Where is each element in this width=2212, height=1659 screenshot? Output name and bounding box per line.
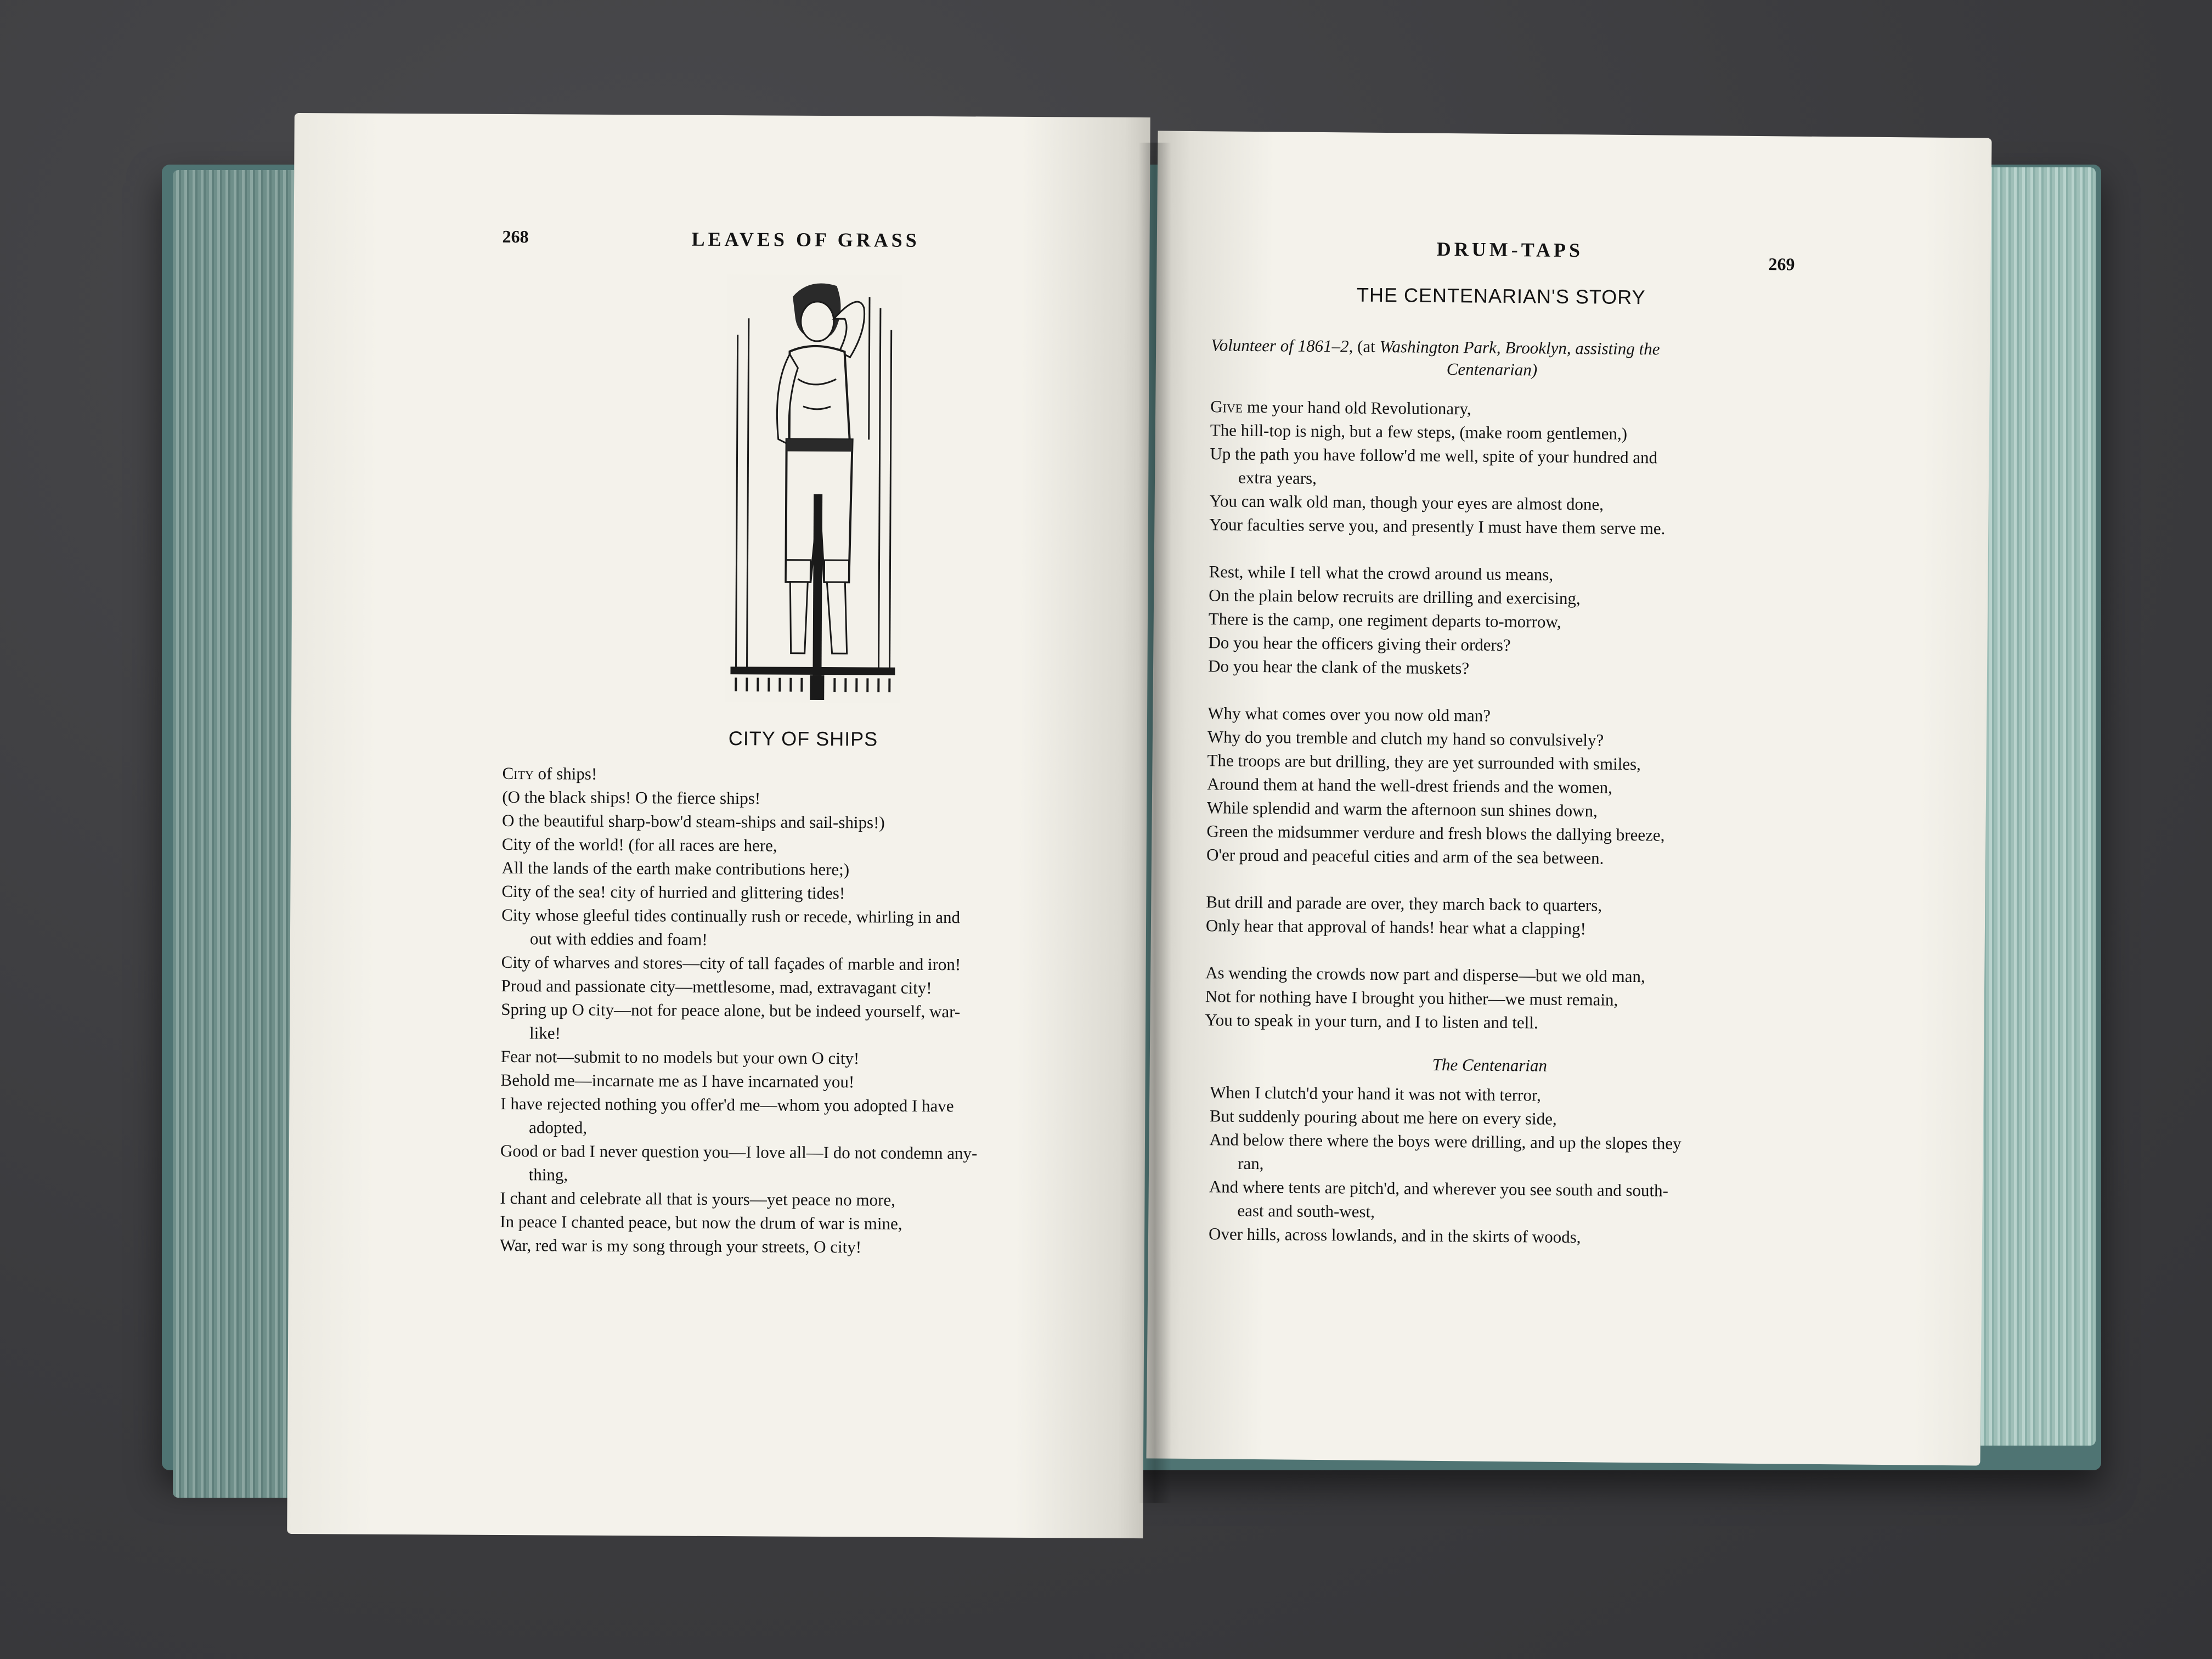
- poem-line: As wending the crowds now part and disperse—but we old man,: [1205, 963, 1645, 986]
- poem-line: adopted,: [529, 1118, 588, 1137]
- page-number-left: 268: [502, 226, 529, 247]
- poem-line: Up the path you have follow'd me well, spite of your hundred and: [1210, 444, 1658, 467]
- poem-title-city-of-ships: CITY OF SHIPS: [728, 727, 878, 751]
- stanza-gap: [1208, 678, 1666, 705]
- poem-line: While splendid and warm the afternoon sun shines down,: [1206, 798, 1598, 821]
- poem-line: War, red war is my song through your streets, O city!: [499, 1235, 862, 1257]
- poem-line: Why do you tremble and clutch my hand so convulsively?: [1207, 727, 1604, 750]
- poem-subtitle: Volunteer of 1861–2, (at Washington Park, Brooklyn, assisting the Centenarian): [1211, 335, 1660, 380]
- poem-line: There is the camp, one regiment departs to-morrow,: [1208, 609, 1561, 631]
- poem-line: Do you hear the clank of the muskets?: [1207, 656, 1470, 678]
- poem-line: On the plain below recruits are drilling and exercising,: [1209, 585, 1581, 608]
- poem-line: Proud and passionate city—mettlesome, mad, extravagant city!: [501, 975, 932, 998]
- stanza-gap: [1205, 937, 1663, 964]
- poem-line: City of ships!: [502, 763, 597, 783]
- sailor-figure-woodcut: [725, 274, 902, 703]
- poem-line: out with eddies and foam!: [529, 929, 708, 949]
- poem-line: All the lands of the earth make contributions here;): [501, 857, 850, 879]
- poem-line: Not for nothing have I brought you hither—we must remain,: [1205, 986, 1618, 1009]
- poem-line: City of the sea! city of hurried and glittering tides!: [501, 881, 845, 903]
- poem-line: Rest, while I tell what the crowd around us means,: [1209, 562, 1554, 584]
- poem-line: I have rejected nothing you offer'd me—whom you adopted I have: [500, 1093, 954, 1116]
- poem-line: ran,: [1238, 1153, 1264, 1173]
- poem-line: Green the midsummer verdure and fresh blows the dallying breeze,: [1206, 821, 1665, 845]
- poem-line: Your faculties serve you, and presently I must have them serve me.: [1209, 515, 1666, 538]
- book-gutter-shadow: [1138, 143, 1171, 1503]
- poem-line: O the beautiful sharp-bow'd steam-ships and sail-ships!): [501, 810, 885, 832]
- poem-centenarians-story: [1205, 394, 1668, 1035]
- running-head-left: LEAVES OF GRASS: [691, 228, 920, 251]
- poem-line: The hill-top is nigh, but a few steps, (make room gentlemen,): [1210, 420, 1628, 443]
- poem-line: And where tents are pitch'd, and wherever you see south and south-: [1209, 1177, 1669, 1200]
- page-number-right: 269: [1768, 254, 1795, 274]
- right-page: [1146, 131, 1991, 1465]
- poem-line: City of wharves and stores—city of tall façades of marble and iron!: [501, 952, 961, 974]
- page-edges-left: [173, 170, 304, 1498]
- poem-line: Do you hear the officers giving their orders?: [1208, 633, 1511, 655]
- poem-line: Over hills, across lowlands, and in the skirts of woods,: [1208, 1224, 1581, 1247]
- poem-line: thing,: [528, 1165, 568, 1184]
- drop-word: Give: [1210, 397, 1243, 416]
- poem-line: And below there where the boys were drilling, and up the slopes they: [1209, 1130, 1681, 1153]
- speaker-heading: The Centenarian: [1432, 1054, 1548, 1075]
- poem-line: Spring up O city—not for peace alone, but be indeed yourself, war-: [501, 999, 961, 1022]
- poem-line: Fear not—submit to no models but your own O city!: [500, 1046, 860, 1068]
- running-head-right: DRUM-TAPS: [1436, 238, 1584, 262]
- poem-line: In peace I chanted peace, but now the drum of war is mine,: [500, 1211, 902, 1233]
- poem-city-of-ships: [500, 761, 979, 1260]
- poem-line: Good or bad I never question you—I love all—I do not condemn any-: [500, 1141, 978, 1163]
- poem-line: I chant and celebrate all that is yours—yet peace no more,: [500, 1188, 895, 1210]
- poem-line: east and south-west,: [1237, 1200, 1375, 1221]
- poem-line: But suddenly pouring about me here on every side,: [1209, 1106, 1557, 1128]
- poem-line: When I clutch'd your hand it was not with terror,: [1210, 1082, 1541, 1105]
- poem-line: Give me your hand old Revolutionary,: [1210, 397, 1471, 419]
- poem-line: City whose gleeful tides continually rush or recede, whirling in and: [501, 905, 961, 927]
- poem-line: O'er proud and peaceful cities and arm of the sea between.: [1206, 845, 1604, 868]
- poem-line: But drill and parade are over, they march back to quarters,: [1206, 892, 1602, 915]
- poem-line: You to speak in your turn, and I to listen and tell.: [1205, 1010, 1538, 1032]
- poem-line: extra years,: [1238, 467, 1317, 488]
- left-page: [287, 113, 1150, 1538]
- poem-centenarian-speech: [1209, 1080, 1682, 1249]
- poem-line: Only hear that approval of hands! hear what a clapping!: [1205, 916, 1587, 939]
- poem-line: (O the black ships! O the fierce ships!: [502, 787, 761, 808]
- poem-line: Around them at hand the well-drest friends and the women,: [1207, 774, 1612, 797]
- drop-word: City: [502, 763, 534, 783]
- poem-line: like!: [529, 1023, 561, 1043]
- poem-title-centenarians-story: THE CENTENARIAN'S STORY: [1356, 283, 1646, 309]
- poem-line: Why what comes over you now old man?: [1207, 703, 1491, 725]
- stanza-gap: [1209, 536, 1667, 563]
- poem-line: City of the world! (for all races are here,: [501, 834, 777, 855]
- stanza-gap: [1206, 866, 1664, 894]
- poem-line: The troops are but drilling, they are yet surrounded with smiles,: [1207, 751, 1641, 774]
- poem-line: Behold me—incarnate me as I have incarnated you!: [500, 1070, 855, 1092]
- poem-line: You can walk old man, though your eyes are almost done,: [1209, 491, 1604, 514]
